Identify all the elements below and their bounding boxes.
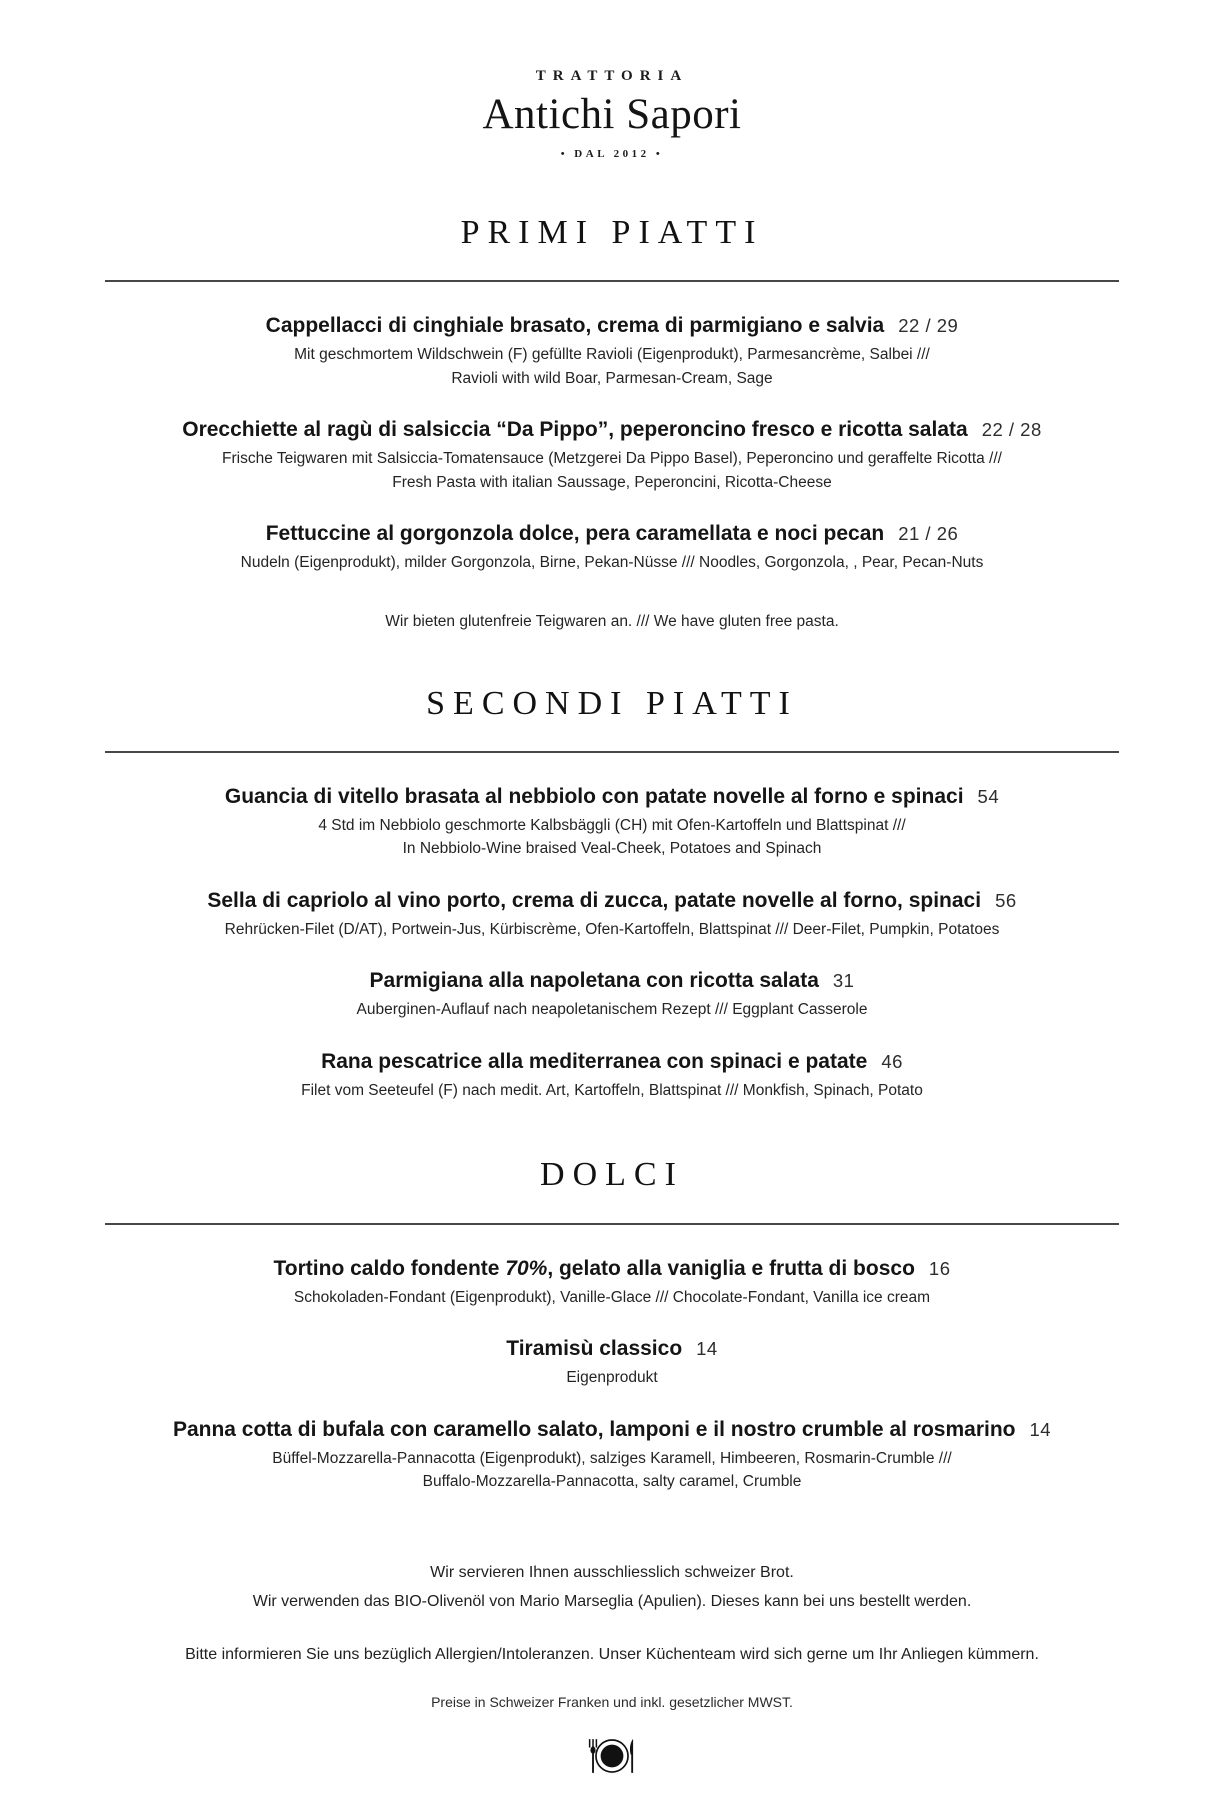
menu-item <box>40 1335 1184 1390</box>
section-items <box>40 1255 1184 1494</box>
bread-note: Wir servieren Ihnen ausschliesslich schweizer Brot. <box>430 1563 794 1581</box>
dish-name: Fettuccine al gorgonzola dolce, pera caramellata e noci pecan <box>265 522 885 546</box>
allergy-note: Bitte informieren Sie uns bezüglich Allergien/Intoleranzen. Unser Küchenteam wird sich gerne um Ihr Anliegen kümmern. <box>185 1645 1039 1663</box>
logo-container <box>40 1736 1184 1781</box>
dish-description-en: Fresh Pasta with italian Saussage, Peperoncini, Ricotta-Cheese <box>392 473 832 491</box>
menu-item <box>40 1255 1184 1310</box>
menu-item <box>40 783 1184 861</box>
dish-name: Orecchiette al ragù di salsiccia “Da Pippo”, peperoncino fresco e ricotta salata <box>182 418 968 442</box>
dish-description: Eigenprodukt <box>566 1369 658 1387</box>
dish-price: 16 <box>928 1257 951 1279</box>
dish-description-de: Mit geschmortem Wildschwein (F) gefüllte Ravioli (Eigenprodukt), Parmesancrème, Salbei /// <box>294 346 930 364</box>
dish-description-en: In Nebbiolo-Wine braised Veal-Cheek, Potatoes and Spinach <box>402 840 822 858</box>
dish-name: Rana pescatrice alla mediterranea con spinaci e patate <box>321 1049 868 1073</box>
dish-description-de: 4 Std im Nebbiolo geschmorte Kalbsbäggli (CH) mit Ofen-Kartoffeln und Blattspinat /// <box>318 816 906 834</box>
menu-item <box>40 967 1184 1022</box>
dish-name-line <box>40 312 1184 340</box>
section-items <box>40 312 1184 575</box>
menu-item <box>40 416 1184 494</box>
dish-name-line <box>40 887 1184 915</box>
section-title: DOLCI <box>540 1156 684 1194</box>
dish-price: 54 <box>977 785 1000 807</box>
dish-name-line <box>40 1416 1184 1444</box>
section-primi-piatti <box>40 214 1184 631</box>
dish-name: Guancia di vitello brasata al nebbiolo con patate novelle al forno e spinaci <box>224 784 964 808</box>
dish-name-line <box>40 1048 1184 1076</box>
dish-description: Auberginen-Auflauf nach neapoletanischem Rezept /// Eggplant Casserole <box>356 1001 868 1019</box>
gluten-free-note: Wir bieten glutenfreie Teigwaren an. /// We have gluten free pasta. <box>385 612 839 630</box>
dish-name: Cappellacci di cinghiale brasato, crema di parmigiano e salvia <box>265 314 885 338</box>
dish-price: 31 <box>832 970 855 992</box>
dish-description: Nudeln (Eigenprodukt), milder Gorgonzola, Birne, Pekan-Nüsse /// Noodles, Gorgonzola, , Pear, Pecan-Nuts <box>240 554 984 572</box>
dish-description-en: Ravioli with wild Boar, Parmesan-Cream, Sage <box>451 369 773 387</box>
dish-name: Tortino caldo fondente 70%, gelato alla vaniglia e frutta di bosco <box>273 1256 915 1280</box>
menu-item <box>40 887 1184 942</box>
restaurant-name: Antichi Sapori <box>482 91 742 138</box>
dish-price: 56 <box>995 889 1017 911</box>
menu-item <box>40 1048 1184 1103</box>
section-items <box>40 783 1184 1103</box>
dish-price: 22 / 29 <box>898 315 959 337</box>
section-secondi-piatti <box>40 685 1184 1103</box>
dish-description-en: Buffalo-Mozzarella-Pannacotta, salty caramel, Crumble <box>422 1473 802 1491</box>
dish-price: 21 / 26 <box>898 523 959 545</box>
section-dolci <box>40 1156 1184 1493</box>
dish-description-de: Büffel-Mozzarella-Pannacotta (Eigenprodukt), salziges Karamell, Himbeeren, Rosmarin-Crumble /// <box>272 1449 952 1467</box>
dish-description: Schokoladen-Fondant (Eigenprodukt), Vanille-Glace /// Chocolate-Fondant, Vanilla ice cream <box>293 1288 931 1306</box>
dish-name: Parmigiana alla napoletana con ricotta salata <box>369 969 819 993</box>
brand-since: • DAL 2012 • <box>560 148 664 160</box>
dish-name: Tiramisù classico <box>506 1337 683 1361</box>
dish-name-italic: 70% <box>505 1256 548 1280</box>
section-divider <box>105 1223 1119 1225</box>
dish-name: Sella di capriolo al vino porto, crema di zucca, patate novelle al forno, spinaci <box>207 888 982 912</box>
dish-description: Filet vom Seeteufel (F) nach medit. Art, Kartoffeln, Blattspinat /// Monkfish, Spinach, Potato <box>301 1081 923 1099</box>
dish-price: 46 <box>881 1050 903 1072</box>
dish-name-line <box>40 520 1184 548</box>
dish-name-line <box>40 1335 1184 1363</box>
dish-name-line <box>40 1255 1184 1283</box>
section-title: PRIMI PIATTI <box>460 214 764 251</box>
menu-item <box>40 1416 1184 1494</box>
section-title: SECONDI PIATTI <box>426 684 798 722</box>
dish-name-line <box>40 783 1184 811</box>
dish-price: 14 <box>696 1338 718 1360</box>
menu-item <box>40 520 1184 575</box>
brand-kicker: TRATTORIA <box>535 68 689 84</box>
dish-description-de: Frische Teigwaren mit Salsiccia-Tomatensauce (Metzgerei Da Pippo Basel), Peperoncino und geraffelte Ricotta /// <box>222 450 1002 468</box>
plate-fork-knife-icon <box>585 1736 639 1776</box>
dish-price: 14 <box>1029 1418 1052 1440</box>
olive-oil-note: Wir verwenden das BIO-Olivenöl von Mario Marseglia (Apulien). Dieses kann bei uns bestellt werden. <box>252 1592 972 1610</box>
brand-header <box>40 68 1184 160</box>
menu-item <box>40 312 1184 390</box>
dish-name: Panna cotta di bufala con caramello salato, lamponi e il nostro crumble al rosmarino <box>172 1417 1016 1441</box>
menu-footer <box>40 1558 1184 1781</box>
dish-description: Rehrücken-Filet (D/AT), Portwein-Jus, Kürbiscrème, Ofen-Kartoffeln, Blattspinat /// Deer-Filet, Pumpkin, Potatoes <box>224 920 1000 938</box>
dish-name-line <box>40 967 1184 995</box>
section-divider <box>105 751 1119 753</box>
dish-price: 22 / 28 <box>981 419 1042 441</box>
section-divider <box>105 280 1119 282</box>
dish-name-line <box>40 416 1184 444</box>
vat-note: Preise in Schweizer Franken und inkl. gesetzlicher MWST. <box>431 1693 793 1710</box>
